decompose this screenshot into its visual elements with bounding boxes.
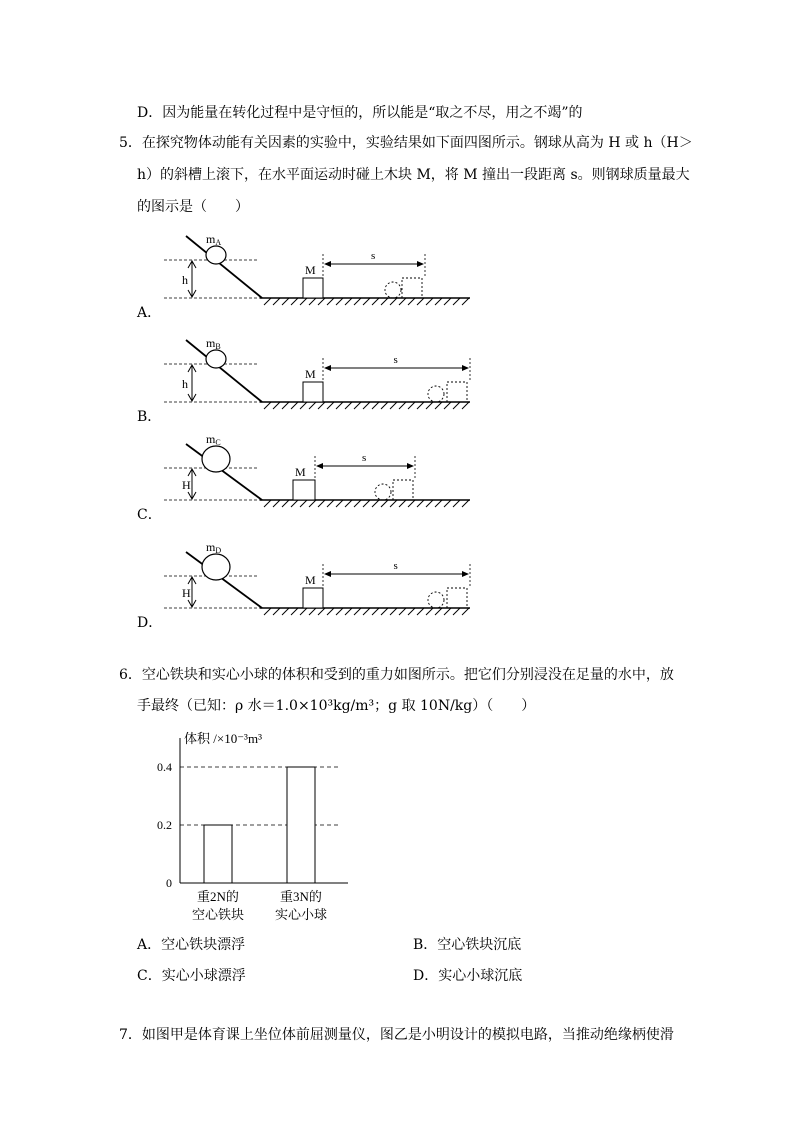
ground-hatch [300,608,307,615]
ground-hatch [273,500,280,507]
ground-hatch [408,402,415,409]
ground-hatch [354,500,361,507]
ground-hatch [444,608,451,615]
ground-hatch [426,500,433,507]
incline-slope [186,236,262,298]
height-label: H [182,586,191,600]
steel-ball [206,246,226,264]
ground-hatch [417,608,424,615]
distance-label: s [393,354,398,366]
ground-hatch [417,402,424,409]
ground-hatch [354,608,361,615]
ground-hatch [372,608,379,615]
ground-hatch [345,500,352,507]
ground-hatch [453,298,460,305]
ball-final-ghost [375,484,391,500]
ball-mass-label: mC [206,432,221,447]
distance-label: s [371,250,376,262]
ground-hatch [390,298,397,305]
ground-hatch [291,298,298,305]
ground-hatch [264,608,271,615]
ball-mass-label: mA [206,232,222,247]
ground-hatch [381,402,388,409]
ground-hatch [426,298,433,305]
ground-hatch [327,608,334,615]
arrow-head-left [316,463,323,469]
ground-hatch [372,500,379,507]
q4-option-d: D．因为能量在转化过程中是守恒的，所以能是“取之不尽，用之不竭”的 [137,105,583,121]
q5-option-label-a: A． [137,305,162,321]
ground-hatch [435,500,442,507]
ball-final-ghost [428,592,444,608]
q6-option-a: A．空心铁块漂浮 [137,937,246,953]
ground-hatch [426,402,433,409]
arrow-head-right [462,365,469,371]
ground-hatch [426,608,433,615]
ground-hatch [300,298,307,305]
wooden-block [293,480,315,500]
block-final-ghost [393,480,413,500]
ground-hatch [282,402,289,409]
incline-figure-b [140,330,485,440]
incline-slope [186,340,262,402]
q5-option-label-c: C． [137,507,162,523]
ground-hatch [372,402,379,409]
ground-hatch [444,402,451,409]
ground-hatch [264,298,271,305]
arrow-head-right [417,261,424,267]
ground-hatch [462,608,469,615]
ground-hatch [327,500,334,507]
ground-hatch [273,298,280,305]
steel-ball [202,446,230,472]
ground-hatch [282,298,289,305]
incline-figure-c [140,428,485,538]
arrow-head-left [324,365,331,371]
category-label-line1: 重3N的 [280,889,322,904]
ground-hatch [345,298,352,305]
ground-hatch [444,500,451,507]
ground-hatch [408,608,415,615]
q6-option-d: D．实心小球沉底 [413,968,523,984]
ball-final-ghost [385,282,401,298]
ground-hatch [318,298,325,305]
volume-bar-chart [140,726,400,926]
ball-final-ghost [428,386,444,402]
ground-hatch [309,298,316,305]
block-label: M [305,367,316,381]
ground-hatch [435,402,442,409]
ground-hatch [399,402,406,409]
ground-hatch [336,402,343,409]
ground-hatch [291,608,298,615]
ball-mass-label: mD [206,540,222,555]
ground-hatch [336,298,343,305]
q5-stem-line3: 的图示是（ ） [137,199,249,215]
ground-hatch [345,402,352,409]
distance-label: s [393,560,398,572]
y-tick-label: 0 [166,876,172,890]
q6-option-c: C．实心小球漂浮 [137,968,246,984]
q5-option-label-b: B． [137,409,162,425]
ground-hatch [309,500,316,507]
incline-figure-d [140,536,485,646]
ground-hatch [390,402,397,409]
ground-hatch [354,298,361,305]
y-tick-label: 0.4 [157,760,172,774]
bar-2 [287,767,315,883]
q7-stem-line1: 7．如图甲是体育课上坐位体前屈测量仪，图乙是小明设计的模拟电路，当推动绝缘柄使滑 [119,1027,674,1043]
q6-stem-line1: 6．空心铁块和实心小球的体积和受到的重力如图所示。把它们分别浸没在足量的水中，放 [119,667,674,683]
wooden-block [303,382,323,402]
ground-hatch [390,608,397,615]
ground-hatch [318,500,325,507]
ground-hatch [435,298,442,305]
ground-hatch [417,500,424,507]
ground-hatch [381,608,388,615]
q6-stem-line2: 手最终（已知：ρ 水＝1.0×10³kg/m³；g 取 10N/kg）（ ） [137,698,536,714]
ground-hatch [390,500,397,507]
ground-hatch [381,500,388,507]
arrow-head-left [324,571,331,577]
ground-hatch [417,298,424,305]
wooden-block [303,278,323,298]
arrow-head-left [324,261,331,267]
ground-hatch [453,608,460,615]
ground-hatch [408,500,415,507]
ground-hatch [327,402,334,409]
ground-hatch [363,608,370,615]
block-final-ghost [402,278,422,298]
ground-hatch [318,608,325,615]
ground-hatch [300,500,307,507]
ground-hatch [408,298,415,305]
ground-hatch [435,608,442,615]
ground-hatch [282,500,289,507]
q6-option-b: B．空心铁块沉底 [413,937,522,953]
block-label: M [305,573,316,587]
ground-hatch [318,402,325,409]
ground-hatch [399,298,406,305]
ground-hatch [300,402,307,409]
steel-ball [206,350,226,368]
ground-hatch [264,402,271,409]
arrow-head-right [462,571,469,577]
ground-hatch [381,298,388,305]
wooden-block [303,588,323,608]
block-final-ghost [447,588,467,608]
steel-ball [202,554,230,580]
ground-hatch [363,298,370,305]
arrow-head-right [407,463,414,469]
distance-label: s [362,452,367,464]
block-label: M [305,263,316,277]
ground-hatch [291,402,298,409]
ground-hatch [372,298,379,305]
ground-hatch [363,402,370,409]
ground-hatch [309,402,316,409]
height-label: h [182,377,188,391]
chart-ylabel: 体积 /×10⁻³m³ [184,731,262,746]
category-label-line1: 重2N的 [197,889,239,904]
ground-hatch [336,608,343,615]
ground-hatch [363,500,370,507]
ground-hatch [354,402,361,409]
category-label-line2: 空心铁块 [191,907,245,922]
ground-hatch [453,500,460,507]
ground-hatch [282,608,289,615]
ground-hatch [309,608,316,615]
q5-option-label-d: D． [137,615,163,631]
ground-hatch [327,298,334,305]
block-label: M [295,465,306,479]
ground-hatch [336,500,343,507]
ground-hatch [399,608,406,615]
ground-hatch [453,402,460,409]
block-final-ghost [447,382,467,402]
ground-hatch [273,402,280,409]
category-label-line2: 实心小球 [274,907,328,922]
ground-hatch [462,500,469,507]
bar-1 [204,825,232,883]
ground-hatch [291,500,298,507]
ground-hatch [345,608,352,615]
height-label: h [182,273,188,287]
ball-mass-label: mB [206,336,221,351]
q5-stem-line1: 5．在探究物体动能有关因素的实验中，实验结果如下面四图所示。钢球从高为 H 或 h（H＞ [119,135,693,151]
incline-figure-a [140,226,485,336]
ground-hatch [273,608,280,615]
y-tick-label: 0.2 [157,818,172,832]
ground-hatch [444,298,451,305]
ground-hatch [462,298,469,305]
ground-hatch [462,402,469,409]
height-label: H [182,478,191,492]
ground-hatch [264,500,271,507]
ground-hatch [399,500,406,507]
q5-stem-line2: h）的斜槽上滚下，在水平面运动时碰上木块 M，将 M 撞出一段距离 s。则钢球质量最大 [137,167,690,183]
